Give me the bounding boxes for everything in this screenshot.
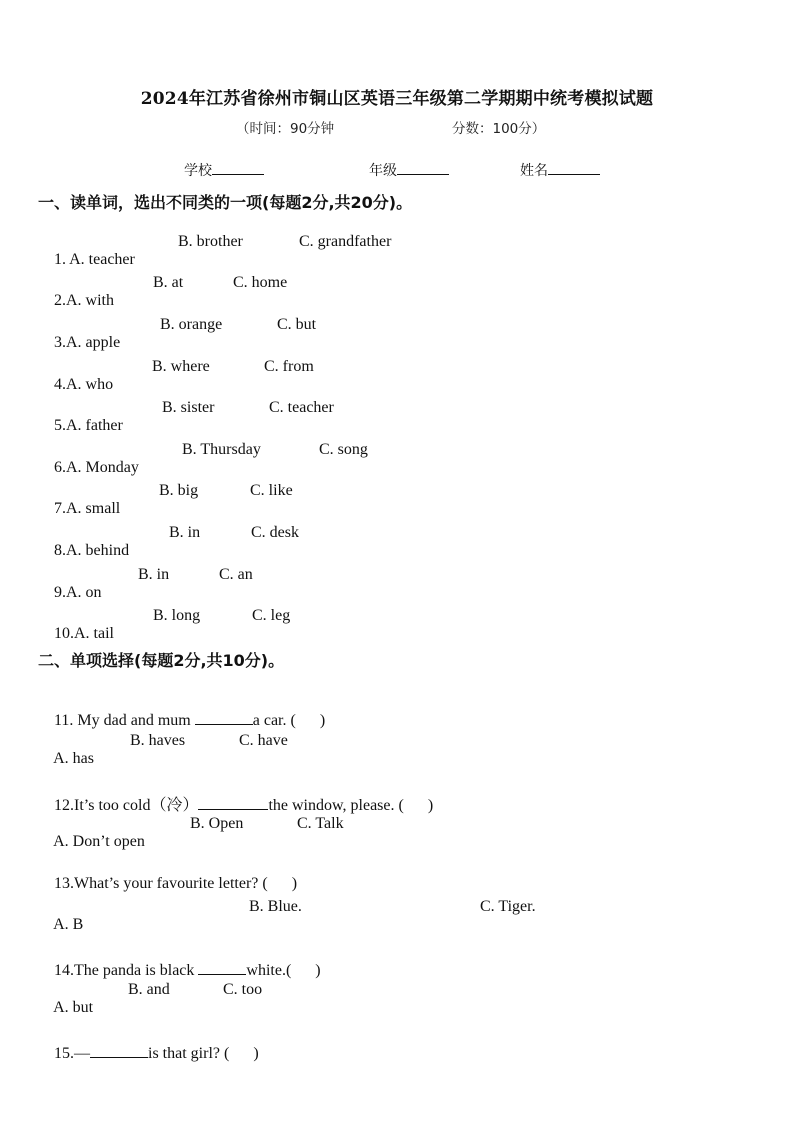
question-text-end: a car. ( ) xyxy=(252,712,326,729)
option-a: A. who xyxy=(66,376,114,393)
grade-label: 年级 xyxy=(369,163,397,179)
option-a: A. with xyxy=(66,292,114,309)
question-text-end: white.( ) xyxy=(246,962,321,979)
option-b: B. in xyxy=(138,566,170,583)
option-b: B. at xyxy=(153,274,184,291)
question-number: 4. xyxy=(54,376,66,393)
option-b[interactable]: B. haves xyxy=(130,732,186,749)
question-text: It’s too cold（冷） xyxy=(74,797,199,814)
exam-title: 2024年江苏省徐州市铜山区英语三年级第二学期期中统考模拟试题 xyxy=(140,89,654,109)
question-number: 8. xyxy=(54,542,66,559)
option-c: C. song xyxy=(319,441,368,458)
question-text: What’s your favourite letter? ( ) xyxy=(74,875,298,892)
name-field[interactable] xyxy=(520,160,600,180)
option-b: B. sister xyxy=(162,399,215,416)
option-b: B. where xyxy=(152,358,210,375)
question-number: 9. xyxy=(54,584,66,601)
option-c: C. but xyxy=(277,316,317,333)
question-number: 6. xyxy=(54,459,66,476)
option-a: A. father xyxy=(66,417,123,434)
option-b: B. big xyxy=(159,482,199,499)
option-a[interactable]: A. has xyxy=(53,750,95,767)
question-number: 7. xyxy=(54,500,66,517)
option-b: B. Thursday xyxy=(182,441,261,458)
exam-time: （时间：90分钟 xyxy=(236,121,335,137)
name-blank[interactable] xyxy=(548,160,600,175)
option-a: A. on xyxy=(66,584,102,601)
option-c[interactable]: C. have xyxy=(239,732,288,749)
option-b: B. orange xyxy=(160,316,223,333)
answer-blank[interactable] xyxy=(198,793,268,810)
question-number: 2. xyxy=(54,292,66,309)
section2-heading: 二、单项选择(每题2分,共10分)。 xyxy=(38,651,285,670)
question-number: 5. xyxy=(54,417,66,434)
option-c[interactable]: C. Talk xyxy=(297,815,344,832)
option-a: A. small xyxy=(66,500,121,517)
grade-blank[interactable] xyxy=(397,160,449,175)
question-text: The panda is black xyxy=(74,962,199,979)
question-number: 11. xyxy=(54,712,78,729)
option-b[interactable]: B. and xyxy=(128,981,170,998)
option-a: A. teacher xyxy=(69,251,135,268)
school-blank[interactable] xyxy=(212,160,264,175)
option-c[interactable]: C. too xyxy=(223,981,263,998)
question-15-stem xyxy=(38,1023,259,1081)
answer-blank[interactable] xyxy=(195,708,253,725)
option-c[interactable]: C. Tiger. xyxy=(480,898,536,915)
question-number: 10. xyxy=(54,625,74,642)
option-b: B. brother xyxy=(178,233,243,250)
option-c: C. leg xyxy=(252,607,291,624)
question-number: 13. xyxy=(54,875,74,892)
section1-heading: 一、读单词，选出不同类的一项(每题2分,共20分)。 xyxy=(38,193,413,212)
grade-field[interactable] xyxy=(369,160,449,180)
option-b: B. in xyxy=(169,524,201,541)
option-b[interactable]: B. Blue. xyxy=(249,898,302,915)
option-a: A. apple xyxy=(66,334,121,351)
question-number: 12. xyxy=(54,797,74,814)
option-a: A. Monday xyxy=(66,459,139,476)
option-b[interactable]: B. Open xyxy=(190,815,244,832)
question-text-end: the window, please. ( ) xyxy=(268,797,434,814)
option-a[interactable]: A. but xyxy=(53,999,94,1016)
name-label: 姓名 xyxy=(520,163,548,179)
question-text: — xyxy=(74,1045,90,1062)
option-c: C. an xyxy=(219,566,253,583)
option-c: C. desk xyxy=(251,524,299,541)
option-c: C. from xyxy=(264,358,314,375)
question-number: 1. xyxy=(54,251,70,268)
question-text-end: is that girl? ( ) xyxy=(148,1045,259,1062)
answer-blank[interactable] xyxy=(198,958,246,975)
question-number: 3. xyxy=(54,334,66,351)
option-a[interactable]: A. B xyxy=(53,916,84,933)
question-number: 15. xyxy=(54,1045,74,1062)
option-a: A. behind xyxy=(66,542,130,559)
option-c: C. home xyxy=(233,274,288,291)
option-c: C. teacher xyxy=(269,399,334,416)
option-a: A. tail xyxy=(74,625,114,642)
option-c: C. like xyxy=(250,482,293,499)
question-text: My dad and mum xyxy=(77,712,195,729)
option-c: C. grandfather xyxy=(299,233,392,250)
exam-score: 分数：100分） xyxy=(452,121,546,137)
option-b: B. long xyxy=(153,607,201,624)
school-label: 学校 xyxy=(184,163,212,179)
question-number: 14. xyxy=(54,962,74,979)
school-field[interactable] xyxy=(184,160,264,180)
answer-blank[interactable] xyxy=(90,1041,148,1058)
option-a[interactable]: A. Don’t open xyxy=(53,833,145,850)
